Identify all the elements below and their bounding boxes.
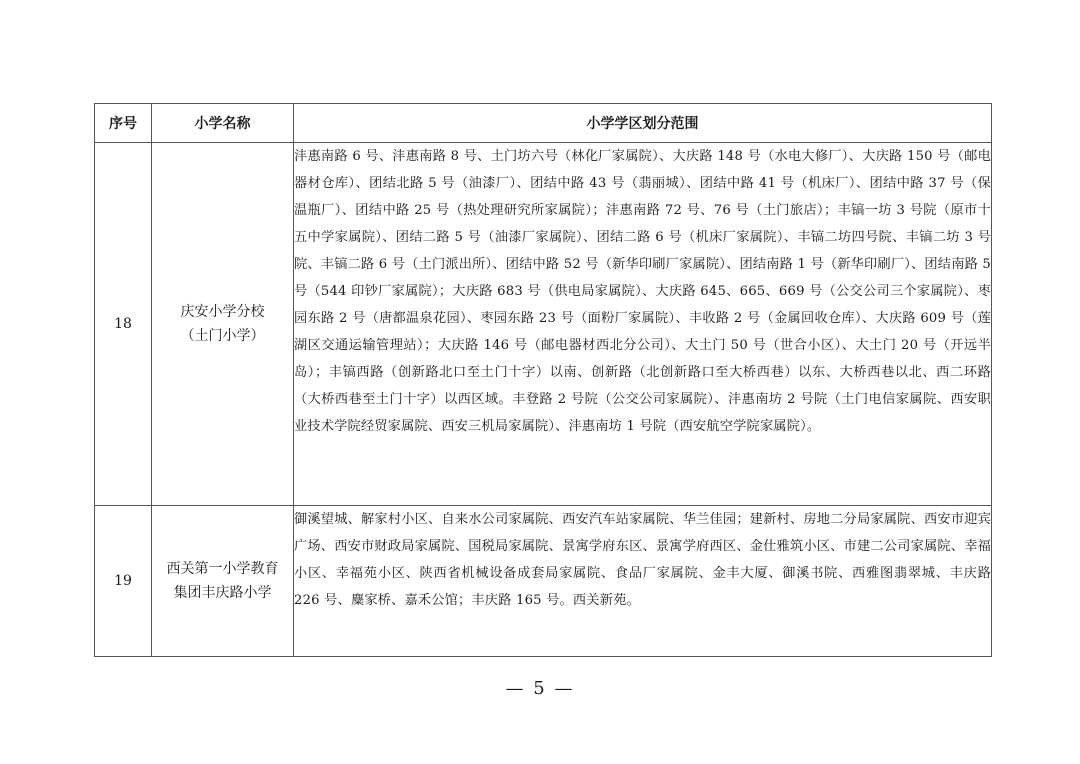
- school-name: 西关第一小学教育: [166, 561, 279, 577]
- table-header-row: [95, 104, 992, 143]
- school-name-cell: [152, 506, 294, 657]
- row-number: 19: [95, 506, 152, 657]
- header-number: 序号: [95, 104, 152, 143]
- school-name-continued: 集团丰庆路小学: [173, 585, 272, 601]
- table-row: [95, 143, 992, 506]
- school-name: 庆安小学分校: [180, 304, 265, 320]
- header-school-name: 小学名称: [152, 104, 294, 143]
- district-range: 沣惠南路 6 号、沣惠南路 8 号、土门坊六号（林化厂家属院）、大庆路 148 号（水电大修厂）、大庆路 150 号（邮电器材仓库）、团结北路 5 号（油漆厂）、团结中路 43 号（翡丽城）、团结中路 41 号（机床厂）、团结中路 37 号（保温瓶厂）、团结中路 25 号（热处理研究所家属院）；沣惠南路 72 号、76 号（土门旅店）；丰镐一坊 3 号院（原市十五中学家属院）、团结二路 5 号（油漆厂家属院）、团结二路 6 号（机床厂家属院）、丰镐二坊四号院、丰镐二坊 3 号院、丰镐二路 6 号（土门派出所）、团结中路 52 号（新华印刷厂家属院）、团结南路 1 号（新华印刷厂）、团结南路 5 号（544 印钞厂家属院）；大庆路 683 号（供电局家属院）、大庆路 645、665、669 号（公交公司三个家属院）、枣园东路 2 号（唐都温泉花园）、枣园东路 23 号（面粉厂家属院）、丰收路 2 号（金属回收仓库）、大庆路 609 号（莲湖区交通运输管理站）；大庆路 146 号（邮电器材西北分公司）、大土门 50 号（世合小区）、大土门 20 号（开远半岛）；丰镐西路（创新路北口至土门十字）以南、创新路（北创新路口至大桥西巷）以东、大桥西巷以北、西二环路（大桥西巷至土门十字）以西区域。丰登路 2 号院（公交公司家属院）、沣惠南坊 2 号院（土门电信家属院、西安职业技术学院经贸家属院、西安三机局家属院）、沣惠南坊 1 号院（西安航空学院家属院）。: [294, 143, 992, 506]
- header-district-range: 小学学区划分范围: [294, 104, 992, 143]
- school-alias: （土门小学）: [180, 328, 265, 344]
- table-row: [95, 506, 992, 657]
- row-number: 18: [95, 143, 152, 506]
- district-range: 御溪望城、解家村小区、自来水公司家属院、西安汽车站家属院、华兰佳园；建新村、房地二分局家属院、西安市迎宾广场、西安市财政局家属院、国税局家属院、景寓学府东区、景寓学府西区、金仕雅筑小区、市建二公司家属院、幸福小区、幸福苑小区、陕西省机械设备成套局家属院、食品厂家属院、金丰大厦、御溪书院、西雅图翡翠城、丰庆路 226 号、麋家桥、嘉禾公馆；丰庆路 165 号。西关新苑。: [294, 506, 992, 657]
- page-number: — 5 —: [505, 678, 575, 699]
- school-district-table: [94, 103, 992, 657]
- school-name-cell: [152, 143, 294, 506]
